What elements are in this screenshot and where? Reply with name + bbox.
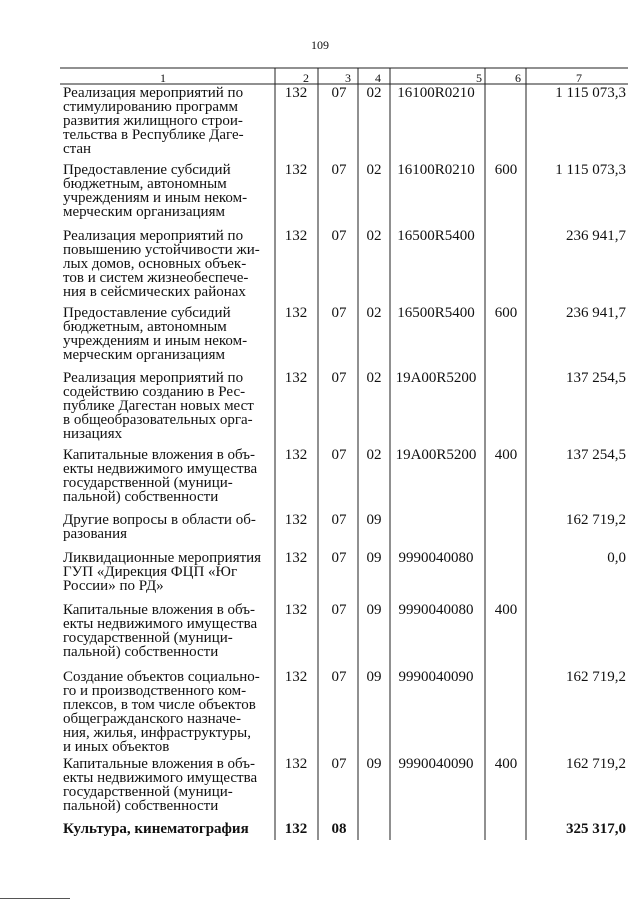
cell-amount: 162 719,2	[566, 512, 626, 528]
cell-csr: 19A00R5200	[395, 447, 477, 463]
cell-amount: 325 317,0	[566, 821, 626, 837]
cell-name: Другие вопросы в области об- разования	[63, 512, 256, 542]
cell-vr: 600	[494, 162, 518, 178]
cell-amount: 1 115 073,3	[555, 85, 626, 101]
cell-vr: 400	[494, 602, 518, 618]
cell-sec: 08	[331, 821, 347, 837]
cell-sec: 07	[331, 756, 347, 772]
cell-gr: 132	[284, 228, 308, 244]
cell-sec: 07	[331, 85, 347, 101]
cell-name: Предоставление субсидий бюджетным, автономным учреждениям и иным неком- мерческим организациям	[63, 162, 248, 220]
cell-amount: 162 719,2	[566, 756, 626, 772]
cell-amount: 1 115 073,3	[555, 162, 626, 178]
header-col-2: 2	[303, 71, 309, 85]
cell-name: Капитальные вложения в объ- екты недвижимого имущества государственной (муници- пальной) собственности	[63, 602, 258, 660]
cell-csr: 9990040080	[398, 602, 474, 618]
cell-amount: 137 254,5	[566, 447, 626, 463]
cell-gr: 132	[284, 162, 308, 178]
cell-name: Культура, кинематография	[63, 821, 249, 837]
cell-name: Реализация мероприятий по повышению устойчивости жи- лых домов, основных объек- тов и систем жизнеобеспече- ния в сейсмических районах	[63, 228, 260, 300]
cell-name: Создание объектов социально- го и производственного ком- плексов, в том числе объектов общегражданского назначе- ния, жилья, инфраструктуры, и иных объектов	[63, 669, 260, 755]
cell-amount: 137 254,5	[566, 370, 626, 386]
cell-gr: 132	[284, 512, 308, 528]
page-number: 109	[311, 38, 329, 52]
cell-name: Реализация мероприятий по содействию созданию в Рес- публике Дагестан новых мест в общеобразовательных орга- низациях	[63, 370, 254, 442]
cell-csr: 19A00R5200	[395, 370, 477, 386]
cell-gr: 132	[284, 85, 308, 101]
cell-sec: 07	[331, 550, 347, 566]
cell-amount: 0,0	[607, 550, 626, 566]
cell-name: Капитальные вложения в объ- екты недвижимого имущества государственной (муници- пальной) собственности	[63, 447, 258, 505]
cell-sec: 07	[331, 447, 347, 463]
cell-csr: 16100R0210	[397, 162, 475, 178]
cell-name: Реализация мероприятий по стимулированию программ развития жилищного строи- тельства в Республике Даге- стан	[63, 85, 244, 157]
cell-vr: 400	[494, 447, 518, 463]
cell-sub: 09	[366, 550, 382, 566]
header-col-5: 5	[476, 71, 482, 85]
header-col-3: 3	[345, 71, 351, 85]
cell-sec: 07	[331, 228, 347, 244]
cell-sub: 02	[366, 305, 382, 321]
cell-amount: 236 941,7	[566, 305, 626, 321]
cell-csr: 9990040090	[398, 669, 474, 685]
cell-sub: 02	[366, 447, 382, 463]
cell-csr: 16500R5400	[397, 228, 475, 244]
cell-sec: 07	[331, 370, 347, 386]
cell-gr: 132	[284, 669, 308, 685]
header-col-4: 4	[375, 71, 381, 85]
cell-csr: 16500R5400	[397, 305, 475, 321]
cell-name: Капитальные вложения в объ- екты недвижимого имущества государственной (муници- пальной) собственности	[63, 756, 258, 814]
cell-gr: 132	[284, 550, 308, 566]
header-col-1: 1	[160, 71, 166, 85]
cell-csr: 9990040080	[398, 550, 474, 566]
cell-gr: 132	[284, 370, 308, 386]
cell-sub: 02	[366, 85, 382, 101]
cell-sub: 09	[366, 756, 382, 772]
cell-sub: 02	[366, 370, 382, 386]
cell-amount: 236 941,7	[566, 228, 626, 244]
cell-sec: 07	[331, 305, 347, 321]
cell-vr: 400	[494, 756, 518, 772]
cell-gr: 132	[284, 821, 308, 837]
cell-name: Предоставление субсидий бюджетным, автономным учреждениям и иным неком- мерческим организациям	[63, 305, 248, 363]
cell-sub: 09	[366, 669, 382, 685]
cell-sub: 09	[366, 602, 382, 618]
cell-csr: 9990040090	[398, 756, 474, 772]
cell-csr: 16100R0210	[397, 85, 475, 101]
cell-gr: 132	[284, 602, 308, 618]
cell-sec: 07	[331, 512, 347, 528]
cell-sub: 02	[366, 162, 382, 178]
header-col-6: 6	[515, 71, 521, 85]
cell-sec: 07	[331, 602, 347, 618]
cell-name: Ликвидационные мероприятия ГУП «Дирекция ФЦП «Юг России» по РД»	[63, 550, 262, 594]
cell-sec: 07	[331, 669, 347, 685]
cell-sub: 09	[366, 512, 382, 528]
cell-amount: 162 719,2	[566, 669, 626, 685]
cell-vr: 600	[494, 305, 518, 321]
cell-gr: 132	[284, 447, 308, 463]
cell-gr: 132	[284, 305, 308, 321]
cell-sec: 07	[331, 162, 347, 178]
cell-gr: 132	[284, 756, 308, 772]
header-col-7: 7	[576, 71, 582, 85]
footnote-rule	[0, 898, 70, 899]
cell-sub: 02	[366, 228, 382, 244]
